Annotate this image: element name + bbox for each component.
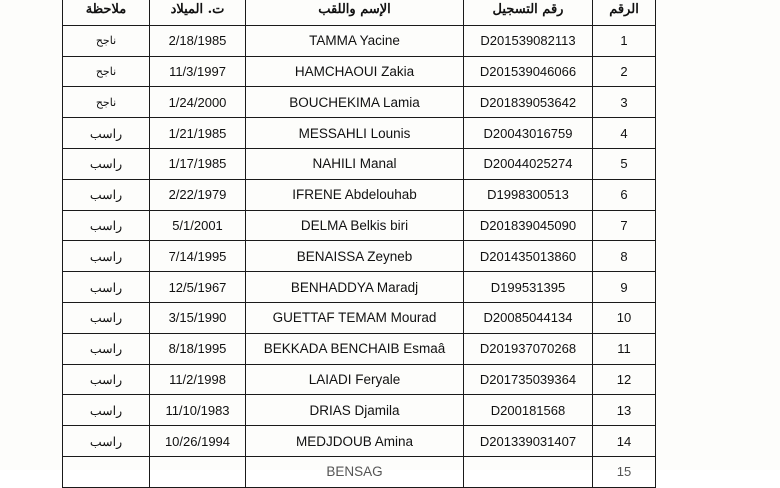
full-name-cell: IFRENE Abdelouhab xyxy=(246,179,464,210)
number-cell: 12 xyxy=(593,364,656,395)
full-name-cell: TAMMA Yacine xyxy=(246,25,464,56)
registration-number-cell: D201539082113 xyxy=(464,25,593,56)
birth-date-cell xyxy=(150,456,246,487)
header-birth-date: ت. الميلاد xyxy=(150,0,246,25)
birth-date-cell: 1/24/2000 xyxy=(150,87,246,118)
table-row xyxy=(63,272,656,303)
note-cell: ناجح xyxy=(63,56,150,87)
birth-date-cell: 7/14/1995 xyxy=(150,241,246,272)
full-name-cell: HAMCHAOUI Zakia xyxy=(246,56,464,87)
number-cell: 10 xyxy=(593,302,656,333)
full-name-cell: NAHILI Manal xyxy=(246,148,464,179)
registration-number-cell: D201539046066 xyxy=(464,56,593,87)
registration-number-cell: D199531395 xyxy=(464,272,593,303)
birth-date-cell: 12/5/1967 xyxy=(150,272,246,303)
table-row xyxy=(63,364,656,395)
note-cell: راسب xyxy=(63,148,150,179)
full-name-cell: MESSAHLI Lounis xyxy=(246,118,464,149)
full-name-cell: BENAISSA Zeyneb xyxy=(246,241,464,272)
table-row xyxy=(63,395,656,426)
registration-number-cell: D200181568 xyxy=(464,395,593,426)
table-row xyxy=(63,118,656,149)
birth-date-cell: 11/3/1997 xyxy=(150,56,246,87)
full-name-cell: DRIAS Djamila xyxy=(246,395,464,426)
table-row xyxy=(63,179,656,210)
full-name-cell: MEDJDOUB Amina xyxy=(246,426,464,457)
birth-date-cell: 10/26/1994 xyxy=(150,426,246,457)
table-row xyxy=(63,302,656,333)
full-name-cell: BOUCHEKIMA Lamia xyxy=(246,87,464,118)
note-cell: راسب xyxy=(63,118,150,149)
table-row xyxy=(63,56,656,87)
registration-number-cell: D1998300513 xyxy=(464,179,593,210)
table-row xyxy=(63,333,656,364)
number-cell: 9 xyxy=(593,272,656,303)
number-cell: 13 xyxy=(593,395,656,426)
number-cell: 14 xyxy=(593,426,656,457)
full-name-cell: DELMA Belkis biri xyxy=(246,210,464,241)
table-row xyxy=(63,426,656,457)
registration-number-cell: D201735039364 xyxy=(464,364,593,395)
number-cell: 15 xyxy=(593,456,656,487)
registration-number-cell: D20043016759 xyxy=(464,118,593,149)
header-note: ملاحظة xyxy=(63,0,150,25)
registration-number-cell: D20044025274 xyxy=(464,148,593,179)
registration-number-cell: D201339031407 xyxy=(464,426,593,457)
note-cell: راسب xyxy=(63,241,150,272)
full-name-cell: LAIADI Feryale xyxy=(246,364,464,395)
number-cell: 5 xyxy=(593,148,656,179)
birth-date-cell: 3/15/1990 xyxy=(150,302,246,333)
table-row xyxy=(63,210,656,241)
note-cell: راسب xyxy=(63,364,150,395)
number-cell: 7 xyxy=(593,210,656,241)
table-row xyxy=(63,241,656,272)
birth-date-cell: 11/2/1998 xyxy=(150,364,246,395)
birth-date-cell: 2/22/1979 xyxy=(150,179,246,210)
number-cell: 2 xyxy=(593,56,656,87)
header-registration-number: رقم التسجيل xyxy=(464,0,593,25)
note-cell: راسب xyxy=(63,179,150,210)
note-cell xyxy=(63,456,150,487)
table-row xyxy=(63,25,656,56)
birth-date-cell: 8/18/1995 xyxy=(150,333,246,364)
number-cell: 4 xyxy=(593,118,656,149)
registration-number-cell: D201937070268 xyxy=(464,333,593,364)
full-name-cell: BENHADDYA Maradj xyxy=(246,272,464,303)
birth-date-cell: 2/18/1985 xyxy=(150,25,246,56)
table-row xyxy=(63,148,656,179)
note-cell: راسب xyxy=(63,302,150,333)
number-cell: 1 xyxy=(593,25,656,56)
header-number: الرقم xyxy=(593,0,656,25)
number-cell: 8 xyxy=(593,241,656,272)
results-table xyxy=(62,0,656,488)
table-row xyxy=(63,456,656,487)
number-cell: 6 xyxy=(593,179,656,210)
note-cell: راسب xyxy=(63,426,150,457)
registration-number-cell: D201839045090 xyxy=(464,210,593,241)
note-cell: ناجح xyxy=(63,25,150,56)
birth-date-cell: 1/21/1985 xyxy=(150,118,246,149)
number-cell: 11 xyxy=(593,333,656,364)
registration-number-cell: D20085044134 xyxy=(464,302,593,333)
full-name-cell: GUETTAF TEMAM Mourad xyxy=(246,302,464,333)
birth-date-cell: 1/17/1985 xyxy=(150,148,246,179)
birth-date-cell: 5/1/2001 xyxy=(150,210,246,241)
note-cell: راسب xyxy=(63,272,150,303)
header-full-name: الإسم واللقب xyxy=(246,0,464,25)
registration-number-cell: D201435013860 xyxy=(464,241,593,272)
note-cell: ناجح xyxy=(63,87,150,118)
table-header-row xyxy=(63,0,656,25)
table-row xyxy=(63,87,656,118)
full-name-cell: BEKKADA BENCHAIB Esmaâ xyxy=(246,333,464,364)
note-cell: راسب xyxy=(63,333,150,364)
note-cell: راسب xyxy=(63,210,150,241)
full-name-cell: BENSAG xyxy=(246,456,464,487)
registration-number-cell xyxy=(464,456,593,487)
note-cell: راسب xyxy=(63,395,150,426)
birth-date-cell: 11/10/1983 xyxy=(150,395,246,426)
registration-number-cell: D201839053642 xyxy=(464,87,593,118)
number-cell: 3 xyxy=(593,87,656,118)
